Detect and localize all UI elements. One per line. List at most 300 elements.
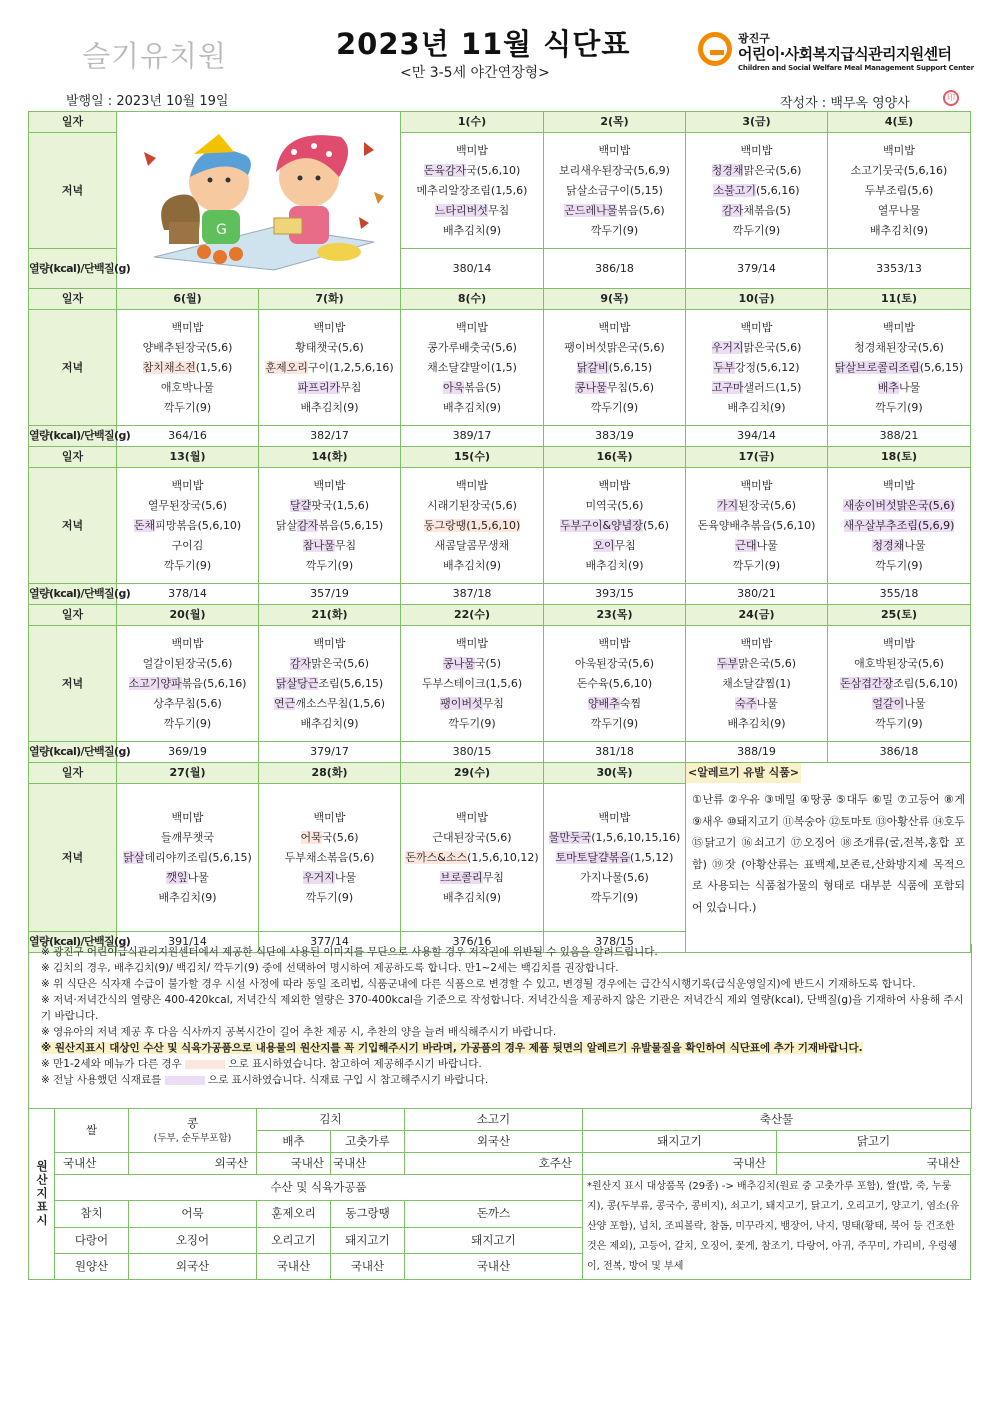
menu-cell [828,626,971,742]
dish-text: 나물 [756,696,778,710]
dish-text: 국(5,6) [321,830,359,844]
dish-text: 강정(5,6,12) [734,360,800,374]
dish-text: 무침 [487,203,510,217]
date-cell: 28(화) [259,763,401,784]
center-logo [698,30,974,78]
dish-item [544,536,685,556]
dish-item [686,536,827,556]
dish-item: 백미밥 [313,810,346,824]
origin-item-source: 다랑어 [55,1227,129,1253]
dish-item: 닭살소금구이(5,15) [566,183,663,197]
menu-cell [686,310,828,426]
dish-item [686,496,827,516]
dish-highlight: 감자 [289,656,312,670]
dish-highlight: 물만둣국 [548,830,592,844]
dish-item [686,654,827,674]
dish-item: 백미밥 [883,143,915,157]
dish-item: 깍두기(9) [875,716,923,730]
note-kimchi: ※ 김치의 경우, 배추김치(9)/ 백김치/ 깍두기(9) 중에 선택하여 명시하여 제공하도록 합니다. 만1~2세는 백김치를 권장합니다. [41,962,619,974]
note-energy: ※ 저녁·저녁간식의 열량은 400-420kcal, 저녁간식 제외한 열량은 370-400kcal을 기준으로 작성합니다. 저녁간식을 제공하지 않은 기관은 저녁간식 제외 열량(kcal), 단백질(g)을 기재하여 사용해 주시기 바랍니다. [41,994,964,1022]
dish-item: 양배추된장국(5,6) [142,340,233,354]
note-age-diff: ※ 만1-2세와 메뉴가 다른 경우 으로 표시하였습니다. 참고하여 제공해주시기 바랍니다. [41,1058,482,1070]
dish-item: 백미밥 [171,320,204,334]
dish-item [259,654,400,674]
energy-cell: 386/18 [828,742,971,763]
menu-table [28,111,971,953]
dish-text: (1,5,6,10,12) [467,850,539,864]
dish-item: 배추김치(9) [442,400,502,414]
dish-text: (1,5,6,10,15,16) [591,830,681,844]
dish-highlight: 팽이버섯 [440,696,483,710]
dish-text: 나물 [899,380,921,394]
dish-highlight: 두부구이&양념장 [559,518,643,532]
allergy-text: ①난류 ②우유 ③메밀 ④땅콩 ⑤대두 ⑥밀 ⑦고등어 ⑧게 ⑨새우 ⑩돼지고기 ⑪복숭아 ⑫토마토 ⑬아황산류 ⑭호두 ⑮닭고기 ⑯쇠고기 ⑰오징어 ⑱조개류(굴,전복,홍합 포함) ⑲잣 (아황산류는 표백제,보존료,산화방지제 목적으로 사용되는 식품첨가물의 형태로 대부분 식품에 포함되어 있습니다.) [692,793,965,914]
dish-item: 깍두기(9) [590,223,639,237]
dish-highlight: 고구마 [711,380,744,394]
dish-highlight: 깻잎 [166,870,188,884]
menu-cell [259,468,401,584]
energy-cell: 357/19 [259,584,401,605]
energy-cell: 387/18 [401,584,544,605]
origin-seafood-title: 수산 및 식육가공품 [55,1175,583,1201]
dish-text: 무침 [482,870,504,884]
origin-item-value: 외국산 [129,1253,257,1279]
dish-highlight: 곤드레나물 [564,203,618,217]
origin-table [28,1108,971,1280]
origin-item-value: 국내산 [405,1253,583,1279]
origin-rice-value: 국내산 [55,1153,129,1175]
dish-item: 청경채된장국(5,6) [854,340,944,354]
date-cell: 9(목) [544,289,686,310]
date-cell: 2(목) [544,112,686,133]
energy-cell: 3353/13 [828,249,971,289]
dish-item: 백미밥 [456,636,488,650]
dish-item [828,378,970,398]
dish-highlight: 참나물 [302,538,335,552]
dish-item [686,694,827,714]
dish-item [544,201,685,221]
energy-cell: 380/14 [401,249,544,289]
date-cell: 8(수) [401,289,544,310]
date-cell: 18(토) [828,447,971,468]
dish-item: 두부채소볶음(5,6) [284,850,375,864]
notes-section [28,944,972,1109]
dish-text: 무침 [334,538,357,552]
dish-item: 채소달걀찜(1) [722,676,791,690]
date-cell: 1(수) [401,112,544,133]
energy-cell: 377/14 [259,932,401,953]
origin-item-source: 돼지고기 [405,1227,583,1253]
header [0,0,992,112]
dish-item: 두부스테이크(1,5,6) [421,676,523,690]
dish-item: 백미밥 [456,478,488,492]
menu-cell [686,133,828,249]
date-cell: 15(수) [401,447,544,468]
dish-item [259,828,400,848]
energy-label: 열량(kcal)/단백질(g) [29,584,117,605]
dish-text: 나물 [904,696,926,710]
dish-highlight: 닭살브로콜리조림 [834,360,920,374]
dish-highlight: 우거지 [302,870,335,884]
dish-item [401,654,543,674]
dish-highlight: 가지 [716,498,739,512]
dish-item [259,516,400,536]
dish-item [686,161,827,181]
dish-item: 백미밥 [883,478,915,492]
dish-highlight: 근대 [735,538,757,552]
dish-item: 배추김치(9) [442,558,502,572]
dish-item: 백미밥 [598,320,631,334]
dish-item: 깍두기(9) [732,558,781,572]
dish-text: 무침 [614,538,636,552]
date-cell: 6(월) [117,289,259,310]
date-cell: 17(금) [686,447,828,468]
dish-item [401,868,543,888]
dish-item: 채소달걀말이(1,5) [427,360,517,374]
dish-text: 무침 [340,380,362,394]
dish-text: 국(5) [474,656,502,670]
dish-text: 채볶음(5) [743,203,791,217]
dish-highlight: 우거지 [711,340,744,354]
dish-highlight: 파프리카 [297,380,341,394]
dish-item: 깍두기(9) [875,558,923,572]
day-label: 일자 [29,112,117,133]
dish-item: 근대된장국(5,6) [432,830,512,844]
day-label: 일자 [29,763,117,784]
purple-swatch [165,1076,205,1085]
dish-text: 된장국(5,6) [738,498,797,512]
dish-item: 백미밥 [313,320,346,334]
dish-item: 배추김치(9) [727,716,786,730]
dish-item [259,536,400,556]
day-label: 일자 [29,605,117,626]
energy-label: 열량(kcal)/단백질(g) [29,932,117,953]
date-cell: 27(월) [117,763,259,784]
dish-highlight: 연근 [274,696,296,710]
dish-item: 백미밥 [883,636,915,650]
dish-item: 백미밥 [740,636,773,650]
dish-item: 백미밥 [598,810,631,824]
dish-item [401,848,543,868]
issue-date: 발행일 : 2023년 10월 19일 [66,94,229,109]
dish-text: (1,5,6) [195,360,233,374]
origin-bean-value: 외국산 [129,1153,257,1175]
dish-text: 무침(5,6) [606,380,655,394]
day-label: 일자 [29,289,117,310]
dish-highlight: 느타리버섯 [434,203,488,217]
logo-english: Children and Social Welfare Meal Management Support Center [738,64,974,72]
note-substitution: ※ 위 식단은 식자재 수급이 불가할 경우 시설 사정에 따라 동일 조리법, 식품군내에 다른 식품으로 변경할 수 있고, 변경될 경우에는 급간식시행기록(급식운영일지)에 반드시 기재하도록 합니다. [41,978,916,990]
author: 작성자 : 백무옥 영양사 [780,96,910,111]
dish-item [686,378,827,398]
dish-highlight: 얼갈이 [872,696,905,710]
date-cell: 20(월) [117,605,259,626]
date-cell: 16(목) [544,447,686,468]
dish-text: 맑은국(5,6) [743,340,802,354]
dish-item: 배추김치(9) [585,558,644,572]
dish-text: (5,6,15) [608,360,653,374]
energy-cell: 378/15 [544,932,686,953]
dish-text: 깨소스무침(1,5,6) [295,696,385,710]
dish-item: 애호박된장국(5,6) [854,656,944,670]
page-title: 2023년 11월 식단표 [336,27,631,61]
menu-cell [686,468,828,584]
origin-item-value: 국내산 [331,1253,405,1279]
date-cell: 30(목) [544,763,686,784]
dish-item: 미역국(5,6) [585,498,644,512]
logo-district: 광진구 [738,32,770,45]
date-cell: 3(금) [686,112,828,133]
dish-item: 배추김치(9) [158,890,217,904]
dish-item [401,161,543,181]
energy-cell: 388/19 [686,742,828,763]
menu-cell [117,784,259,932]
dish-text: 데리야끼조림(5,6,15) [144,850,252,864]
menu-cell [544,626,686,742]
dish-highlight: 두부 [716,656,739,670]
origin-pork-value: 국내산 [583,1153,777,1175]
date-cell: 25(토) [828,605,971,626]
dish-item: 배추김치(9) [727,400,786,414]
origin-kimchi-label: 김치 [257,1109,405,1131]
date-cell: 7(화) [259,289,401,310]
menu-cell [828,133,971,249]
allergy-title: <알레르기 유발 식품> [686,763,801,783]
dish-item [686,338,827,358]
origin-item-name: 어묵 [129,1201,257,1227]
dish-text: 볶음(5) [464,380,502,394]
dish-item: 백미밥 [313,636,346,650]
note-repeat-ingredient: ※ 전날 사용했던 식재료를 으로 표시하였습니다. 식재료 구입 시 참고해주시기 바랍니다. [41,1074,489,1086]
dish-highlight: 감자 [722,203,744,217]
dish-text: 팟국(1,5,6) [311,498,370,512]
dish-item: 얼갈이된장국(5,6) [142,656,233,670]
dish-highlight: 청경채 [711,163,744,177]
origin-pepper-label: 고춧가루 [331,1131,405,1153]
menu-cell [401,784,544,932]
dish-item: 열무된장국(5,6) [147,498,228,512]
energy-cell: 379/17 [259,742,401,763]
menu-cell [117,468,259,584]
energy-cell: 379/14 [686,249,828,289]
dish-highlight: 두부 [713,360,735,374]
origin-livestock-label: 축산물 [583,1109,971,1131]
dish-highlight: 닭살 [123,850,145,864]
svg-text:G: G [215,221,227,238]
dish-item: 돈육양배추볶음(5,6,10) [697,518,816,532]
dish-item: 가지나물(5,6) [580,870,649,884]
dish-highlight: 소불고기 [713,183,756,197]
dish-item: 배추김치(9) [442,890,502,904]
menu-cell [259,626,401,742]
date-cell: 10(금) [686,289,828,310]
dish-item [686,181,827,201]
dish-highlight: 돈삼겹간장 [840,676,894,690]
dish-item [117,868,258,888]
dish-item [259,378,400,398]
dish-highlight: 감자 [297,518,319,532]
dish-item: 백미밥 [598,478,631,492]
origin-beef-value: 호주산 [405,1153,583,1175]
dish-highlight: 닭갈비 [576,360,609,374]
menu-cell [259,310,401,426]
dish-item: 깍두기(9) [875,400,923,414]
energy-cell: 380/15 [401,742,544,763]
dish-highlight: 훈제오리 [265,360,308,374]
dish-text: 맑은국(5,6) [738,656,797,670]
energy-cell: 382/17 [259,426,401,447]
origin-cabbage-value: 국내산 [257,1153,331,1175]
dish-text: 나물 [756,538,778,552]
seal-stamp-icon: 印 [943,90,959,106]
menu-cell [544,310,686,426]
dish-item: 열무나물 [877,203,921,217]
dish-item: 깍두기(9) [732,223,781,237]
dish-text: 숙찜 [619,696,642,710]
page-subtitle: <만 3-5세 야간연장형> [400,65,550,81]
dish-item: 돈수육(5,6,10) [576,676,653,690]
dish-item [828,516,970,536]
dish-item: 배추김치(9) [300,400,359,414]
origin-item-source: 돼지고기 [331,1227,405,1253]
origin-beef-sub: 외국산 [405,1131,583,1153]
dish-highlight: 돈채 [133,518,156,532]
dish-highlight: 새우살부추조림(5,6,9) [843,518,955,532]
dish-item [259,496,400,516]
menu-cell [828,310,971,426]
energy-label: 열량(kcal)/단백질(g) [29,249,117,289]
dish-item: 깍두기(9) [163,400,212,414]
dish-item [401,694,543,714]
children-reading-illustration [124,122,394,272]
dinner-label: 저녁 [29,310,117,426]
origin-cabbage-label: 배추 [257,1131,331,1153]
dinner-label: 저녁 [29,468,117,584]
dish-item [544,694,685,714]
dish-item: 깍두기(9) [590,716,639,730]
date-cell: 14(화) [259,447,401,468]
date-cell: 21(화) [259,605,401,626]
dish-item: 백미밥 [171,478,204,492]
dish-text: 조림(5,6,10) [893,676,958,690]
dish-item [828,358,970,378]
dish-item: 시래기된장국(5,6) [427,498,517,512]
dish-text: 무침 [482,696,504,710]
origin-item-name: 돈까스 [405,1201,583,1227]
illustration-cell [117,112,401,289]
dish-item [401,378,543,398]
dish-text: 나물 [904,538,926,552]
energy-cell: 389/17 [401,426,544,447]
menu-cell [401,133,544,249]
dish-text: (1,5,12) [629,850,674,864]
dish-text: 닭살 [275,518,298,532]
dish-highlight: 토마토달걀볶음 [555,850,630,864]
energy-cell: 364/16 [117,426,259,447]
menu-cell [117,310,259,426]
dish-item [686,201,827,221]
origin-chicken-value: 국내산 [777,1153,971,1175]
dish-highlight: 콩나물 [442,656,475,670]
energy-label: 열량(kcal)/단백질(g) [29,742,117,763]
dish-item [117,358,258,378]
dish-highlight: 배추 [877,380,899,394]
dish-text: 볶음(5,6) [617,203,665,217]
dish-text: 나물 [334,870,357,884]
dish-item: 애호박나물 [160,380,215,394]
dish-text: 국(5,6,10) [466,163,521,177]
dish-item: 보리새우된장국(5,6,9) [559,163,670,177]
energy-cell: 383/19 [544,426,686,447]
note-copyright: ※ 광진구 어린이급식관리지원센터에서 제공한 식단에 사용된 이미지를 무단으로 사용할 경우 저작권에 위반될 수 있음을 알려드립니다. [41,946,658,958]
dish-item: 깍두기(9) [163,558,212,572]
dish-text: 볶음(5,6,15) [318,518,384,532]
dish-item: 깍두기(9) [590,400,639,414]
dish-item [828,674,970,694]
dish-text: 구이(1,2,5,6,16) [307,360,394,374]
menu-cell [259,784,401,932]
dish-highlight: 닭살당근 [275,676,319,690]
dish-text: 볶음(5,6,16) [181,676,247,690]
origin-chicken-label: 닭고기 [777,1131,971,1153]
energy-label: 열량(kcal)/단백질(g) [29,426,117,447]
origin-rice-label: 쌀 [55,1109,129,1153]
dish-highlight: 동그랑땡(1,5,6,10) [423,518,521,532]
allergy-box [686,763,971,953]
dish-item [259,358,400,378]
dinner-label: 저녁 [29,133,117,249]
dish-item [686,358,827,378]
origin-item-value: 국내산 [257,1253,331,1279]
energy-cell: 378/14 [117,584,259,605]
date-cell: 13(월) [117,447,259,468]
origin-item-source: 오징어 [129,1227,257,1253]
dish-item [259,868,400,888]
dish-item: 깍두기(9) [305,890,354,904]
origin-side-label: 원산지표시 [29,1109,55,1280]
energy-cell: 376/16 [401,932,544,953]
energy-cell: 388/21 [828,426,971,447]
menu-cell [544,468,686,584]
menu-cell [401,310,544,426]
dish-highlight: 돈육감자 [423,163,467,177]
dish-highlight: 새송이버섯맑은국(5,6) [843,498,955,512]
origin-pepper-value: 국내산 [331,1153,405,1175]
dish-highlight: 오이 [593,538,615,552]
dinner-label: 저녁 [29,784,117,932]
dish-text: 샐러드(1,5) [743,380,802,394]
dish-item [259,674,400,694]
menu-cell [401,626,544,742]
dish-item: 백미밥 [456,320,488,334]
menu-cell [686,626,828,742]
origin-beef-label: 소고기 [405,1109,583,1131]
dish-highlight: 돈까스&소스 [405,850,468,864]
dish-item: 백미밥 [456,810,488,824]
energy-cell: 391/14 [117,932,259,953]
dish-text: 맑은국(5,6) [743,163,802,177]
dish-item: 깍두기(9) [163,716,212,730]
dish-item: 깍두기(9) [305,558,354,572]
dish-item: 백미밥 [313,478,346,492]
dish-item: 구이김 [171,538,204,552]
dish-text: 피망볶음(5,6,10) [155,518,242,532]
dish-item: 두부조림(5,6) [864,183,934,197]
origin-pork-label: 돼지고기 [583,1131,777,1153]
dish-text: (5,6,16) [755,183,800,197]
dish-item [544,828,685,848]
note-extra-serving: ※ 영유아의 저녁 제공 후 다음 식사까지 공복시간이 길어 추찬 제공 시, 추찬의 양을 늘려 배식해주시기 바랍니다. [41,1026,557,1038]
